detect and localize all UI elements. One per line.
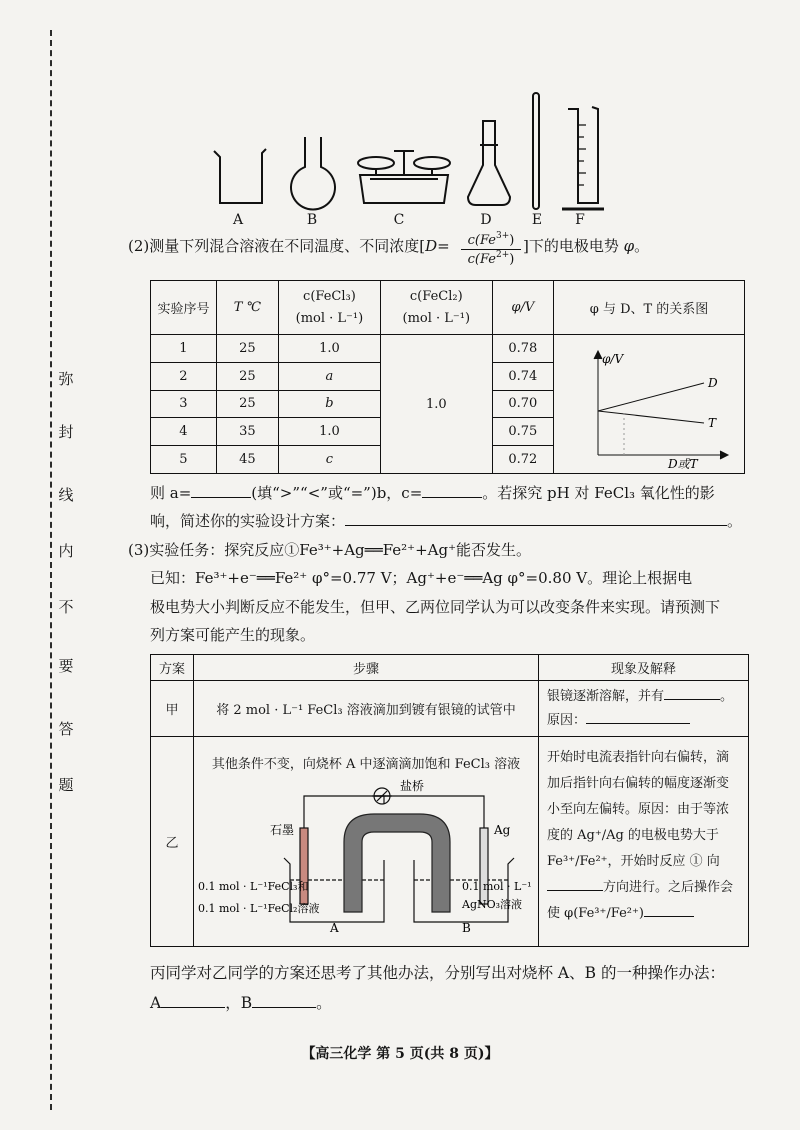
row-fecl3: 1.0 <box>278 335 380 363</box>
row-t: 25 <box>216 390 278 418</box>
row-no: 5 <box>151 446 217 474</box>
header-cell: 实验序号 <box>151 281 217 335</box>
page-footer: 【高三化学 第 5 页(共 8 页)】 <box>301 1046 499 1062</box>
margin-char: 不 <box>58 598 74 616</box>
plan-jia: 甲 <box>151 681 194 737</box>
glass-rod-icon <box>533 93 539 209</box>
row-fecl3: b <box>278 390 380 418</box>
label-beaker-a: A <box>330 921 339 932</box>
label-graphite: 石墨 <box>270 823 295 837</box>
plan-yi: 乙 <box>151 737 194 947</box>
blank-design[interactable] <box>345 525 727 526</box>
blank-a[interactable] <box>191 497 251 498</box>
row-phi: 0.74 <box>492 362 553 390</box>
q2-intro: (2)测量下列混合溶液在不同温度、不同浓度[D= <box>128 237 450 255</box>
q3-known-3: 列方案可能产生的现象。 <box>150 626 316 644</box>
blank-yi-direction[interactable] <box>547 890 603 891</box>
margin-char: 弥 <box>58 370 74 388</box>
q2-answer-line-2: 响，简述你的实验设计方案： 。 <box>150 512 743 530</box>
q3-known-2: 极电势大小判断反应不能发生，但甲、乙两位同学认为可以改变条件来实现。请预测下 <box>150 598 721 616</box>
label-right-sol-1: 0.1 mol · L⁻¹ <box>462 880 532 893</box>
row-phi: 0.78 <box>492 335 553 363</box>
q3-task: (3)实验任务：探究反应①Fe³⁺+Ag══Fe²⁺+Ag⁺能否发生。 <box>128 541 532 559</box>
q2-answer-line-1: 则 a= (填“>”“<”或“=”)b，c= 。若探究 pH 对 FeCl₃ 氧化性的影 <box>150 484 715 502</box>
line-D <box>598 383 704 411</box>
blank-op-a[interactable] <box>161 1007 225 1008</box>
row-no: 1 <box>151 335 217 363</box>
margin-char: 答 <box>58 720 74 738</box>
label-beaker-b: B <box>462 921 471 932</box>
margin-char: 题 <box>58 776 74 794</box>
blank-jia-1[interactable] <box>664 699 720 700</box>
result-jia: 银镜逐渐溶解，并有 。 原因： <box>539 681 749 737</box>
label-salt-bridge: 盐桥 <box>400 779 425 793</box>
row-no: 3 <box>151 390 217 418</box>
step-yi-text: 其他条件不变，向烧杯 A 中逐滴滴加饱和 FeCl₃ 溶液 <box>211 757 521 772</box>
blank-yi-phi[interactable] <box>644 916 694 917</box>
salt-bridge <box>344 814 450 912</box>
graph-line-d-label: D <box>708 376 718 390</box>
row-t: 25 <box>216 362 278 390</box>
row-t: 45 <box>216 446 278 474</box>
apparatus-label: D <box>480 212 492 228</box>
step-jia: 将 2 mol · L⁻¹ FeCl₃ 溶液滴加到镀有银镜的试管中 <box>194 681 539 737</box>
apparatus-figure <box>200 85 620 215</box>
header-cell: φ 与 D、T 的关系图 <box>554 281 745 335</box>
q2-intro-end: ]下的电极电势 φ。 <box>523 237 650 255</box>
row-t: 25 <box>216 335 278 363</box>
phi-graph <box>554 335 744 469</box>
row-phi: 0.75 <box>492 418 553 446</box>
beaker-icon <box>214 149 266 203</box>
header-cell: c(FeCl₂) (mol · L⁻¹) <box>380 281 492 335</box>
volumetric-flask-icon <box>468 121 510 205</box>
label-left-sol-1: 0.1 mol · L⁻¹FeCl₃和 <box>198 880 309 893</box>
fecl2-merged: 1.0 <box>380 335 492 474</box>
galvanic-cell-diagram <box>194 772 538 932</box>
graph-y-label: φ/V <box>602 352 624 366</box>
header-plan: 方案 <box>151 655 194 681</box>
margin-char: 要 <box>58 657 74 675</box>
fraction: $c(Fe^{3+})$ $c(Fe^{2+})$ <box>461 231 521 267</box>
plan-table <box>150 654 749 947</box>
apparatus-label: F <box>575 212 585 228</box>
step-yi <box>194 737 539 947</box>
margin-char: 内 <box>58 542 74 560</box>
row-phi: 0.72 <box>492 446 553 474</box>
header-cell: T ℃ <box>216 281 278 335</box>
margin-char: 封 <box>58 423 74 441</box>
apparatus-label: A <box>232 212 244 228</box>
blank-jia-reason[interactable] <box>586 723 690 724</box>
header-cell: φ/V <box>492 281 553 335</box>
blank-c[interactable] <box>422 497 482 498</box>
result-yi: 开始时电流表指针向右偏转，滴 加后指针向右偏转的幅度逐渐变 小至向左偏转。原因：由于等浓 度的 Ag⁺/Ag 的电极电势大于 Fe³⁺/Fe²⁺，开始时反应 ① 向 方向进行。之后操作会 使 φ(Fe³⁺/Fe²⁺) <box>539 737 749 947</box>
row-no: 4 <box>151 418 217 446</box>
q3-known-1: 已知：Fe³⁺+e⁻══Fe²⁺ φ°=0.77 V；Ag⁺+e⁻══Ag φ°=0.80 V。理论上根据电 <box>150 569 693 587</box>
graph-x-label: D或T <box>668 457 698 469</box>
experiment-table <box>150 280 745 474</box>
seal-line <box>50 30 52 1110</box>
label-right-sol-2: AgNO₃溶液 <box>462 898 523 911</box>
graph-line-t-label: T <box>708 416 717 430</box>
label-left-sol-2: 0.1 mol · L⁻¹FeCl₂溶液 <box>198 902 320 915</box>
balance-icon <box>358 151 450 203</box>
apparatus-label: E <box>531 212 543 228</box>
apparatus-label: C <box>393 212 405 228</box>
round-flask-icon <box>291 137 335 209</box>
header-steps: 步骤 <box>194 655 539 681</box>
label-ag: Ag <box>494 823 511 837</box>
margin-char: 线 <box>58 486 74 504</box>
row-phi: 0.70 <box>492 390 553 418</box>
blank-op-b[interactable] <box>252 1007 316 1008</box>
bing-line: 丙同学对乙同学的方案还思考了其他办法，分别写出对烧杯 A、B 的一种操作办法： <box>150 964 725 982</box>
graph-cell <box>554 335 745 474</box>
graduated-cylinder-icon <box>562 107 604 209</box>
row-fecl3: 1.0 <box>278 418 380 446</box>
bing-answer: A ，B 。 <box>150 994 332 1012</box>
row-t: 35 <box>216 418 278 446</box>
line-T <box>598 411 704 423</box>
row-fecl3: a <box>278 362 380 390</box>
row-no: 2 <box>151 362 217 390</box>
row-fecl3: c <box>278 446 380 474</box>
header-result: 现象及解释 <box>539 655 749 681</box>
header-cell: c(FeCl₃) (mol · L⁻¹) <box>278 281 380 335</box>
apparatus-label: B <box>306 212 318 228</box>
